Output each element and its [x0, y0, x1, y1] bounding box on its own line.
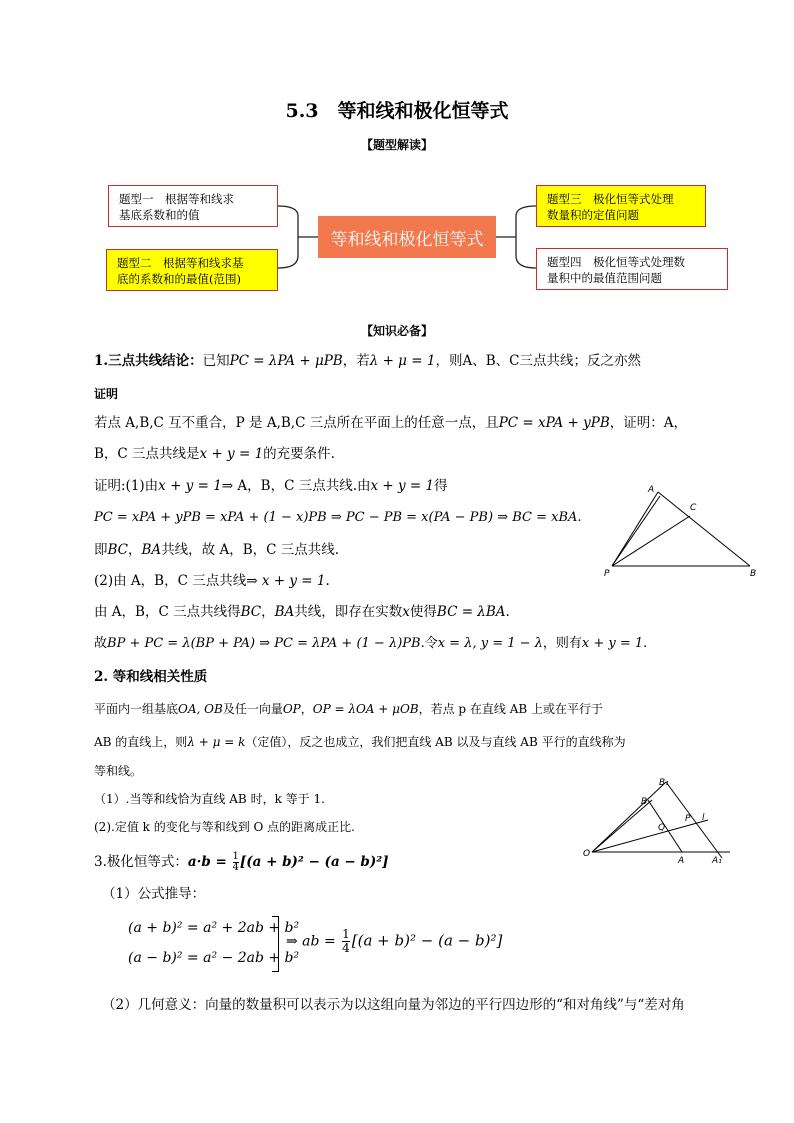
type-four-line2: 量积中的最值范围问题 [547, 271, 662, 285]
mindmap-center: 等和线和极化恒等式 [318, 216, 496, 258]
fig2-label-q: Q [658, 823, 666, 833]
s3-result-frac-den: 4 [342, 941, 350, 955]
s1-l1b: ，若 [342, 353, 370, 369]
s1-l8-eq4: BC = λBA [436, 604, 506, 620]
s1-l6a: 即 [94, 542, 108, 558]
type-two-line1: 题型二 根据等和线求基 [117, 256, 244, 270]
s3-head: 3.极化恒等式： [94, 854, 188, 870]
s1-l8-eq2: BA [274, 604, 295, 620]
s2-head: 2. 等和线相关性质 [94, 669, 208, 685]
s3-implies: ⇒ ab = [286, 933, 341, 950]
fig2-label-b1: B₁ [659, 778, 669, 788]
type-two-line2: 底的系数和的最值(范围) [117, 272, 241, 286]
s1-l6b: ， [128, 542, 142, 558]
s1-l6-eq1: BC [107, 542, 129, 558]
proof-label: 证明 [94, 387, 119, 401]
type-reading-header: 【题型解读】 [360, 138, 433, 152]
s1-l3-eq: x + y = 1 [199, 446, 264, 462]
s1-l9-eq3: x + y = 1 [581, 636, 644, 651]
s3-result-frac-num: 1 [342, 927, 350, 941]
s1-l2-eq: PC = xPA + yPB [498, 415, 610, 431]
s1-l1c: ，则A、B、C三点共线；反之亦然 [435, 353, 641, 369]
s1-l4a: 证明:(1)由 [94, 478, 159, 494]
s1-head: 1.三点共线结论： [94, 353, 203, 369]
s1-l9-eq: BP + PC = λ(BP + PA) ⇒ PC = λPA + (1 − λ)PB [107, 636, 421, 651]
s1-l9a: 故 [94, 636, 108, 651]
s1-line8 [94, 603, 734, 621]
s1-l9-eq2: x = λ, y = 1 − λ [437, 636, 543, 651]
s1-line7 [94, 572, 734, 590]
fig2-label-p: P [685, 814, 691, 824]
type-four-line1: 题型四 极化恒等式处理数 [547, 255, 685, 269]
s2-l2-eq: λ + μ = k [187, 735, 246, 749]
s1-l2b: ，证明：A， [609, 415, 687, 431]
s2-line2 [94, 733, 734, 751]
s1-l4b: ⇒ A，B，C 三点共线.由 [221, 478, 371, 494]
fig2-label-l: l [702, 813, 705, 823]
s2-line4: （1）.当等和线恰为直线 AB 时，k 等于 1. [94, 792, 325, 806]
type-one-line2: 基底系数和的值 [119, 208, 200, 222]
type-three-box [536, 185, 706, 227]
s1-l2a: 若点 A,B,C 互不重合，P 是 A,B,C 三点所在平面上的任意一点，且 [94, 415, 499, 431]
fig1-label-a: A [648, 485, 655, 495]
s1-l4-eq2: x + y = 1 [370, 478, 435, 494]
s1-l9b: .令 [420, 636, 438, 651]
s1-l8d: 使得 [409, 604, 437, 620]
s1-line6 [94, 541, 734, 559]
s2-l1-eq2: OP [282, 702, 301, 716]
s3-result: [(a + b)² − (a − b)²] [351, 931, 503, 950]
fig2-label-a1: A₁ [712, 856, 722, 866]
s2-l1a: 平面内一组基底 [94, 702, 179, 716]
s1-l8a: 由 A，B，C 三点共线得 [94, 604, 241, 620]
s1-line9 [94, 635, 734, 653]
s1-l1a: 已知 [202, 353, 230, 369]
type-four-box [536, 248, 728, 290]
s3-geometric-meaning: （2）几何意义：向量的数量积可以表示为以这组向量为邻边的平行四边形的“和对角线”与“差对角 [102, 997, 685, 1013]
s1-l4-eq1: x + y = 1 [158, 478, 222, 494]
s2-l1-eq1: OA, OB [178, 702, 223, 716]
s1-line1 [94, 352, 734, 370]
fig1-label-b: B [750, 569, 757, 579]
s3-derivation-label: （1）公式推导： [102, 886, 206, 902]
fig2-label-a: A [678, 856, 685, 866]
type-two-box [106, 249, 278, 291]
knowledge-header: 【知识必备】 [360, 324, 433, 338]
s1-l3b: 的充要条件. [263, 446, 335, 462]
type-one-line1: 题型一 根据等和线求 [119, 192, 234, 206]
s1-l6-eq2: BA [141, 542, 162, 558]
s1-l4c: 得 [434, 478, 448, 494]
type-one-box [108, 185, 278, 227]
s1-line3 [94, 445, 734, 463]
s1-l8-eq3: x [402, 604, 410, 620]
s1-l1-eq: PC = λPA + μPB [229, 353, 343, 369]
s2-line3: 等和线。 [94, 764, 143, 778]
s3-brace [272, 916, 279, 972]
s1-l8b: ， [261, 604, 275, 620]
s1-l7b: . [325, 573, 330, 589]
s1-line2 [94, 414, 734, 432]
s3-head-eq: a·b = [187, 854, 232, 870]
s3-result-line [286, 928, 502, 955]
type-three-line1: 题型三 极化恒等式处理 [547, 192, 674, 206]
s1-l7-eq: ⇒ x + y = 1 [246, 573, 326, 589]
s1-line4 [94, 477, 734, 495]
s2-l1c: ， [300, 702, 313, 716]
s2-l1d: ，若点 p 在直线 AB 上或在平行于 [418, 702, 604, 716]
s2-l1-eq3: OP = λOA + μOB [312, 702, 419, 716]
s1-l7a: (2)由 A，B，C 三点共线 [94, 573, 247, 589]
fig1-label-c: C [690, 503, 697, 513]
s2-l2b: （定值），反之也成立，我们把直线 AB 以及与直线 AB 平行的直线称为 [245, 735, 626, 749]
s3-head-eq2: [(a + b)² − (a − b)²] [239, 854, 389, 870]
s1-l1-cond: λ + μ = 1 [369, 353, 436, 369]
type-three-line2: 数量积的定值问题 [547, 208, 639, 222]
s2-l1b: 及任一向量 [222, 702, 283, 716]
fig2-label-b: B [641, 797, 648, 807]
s1-l6c: 共线，故 A，B，C 三点共线. [161, 542, 340, 558]
fig2-label-o: O [583, 849, 591, 859]
fig1-label-p: P [604, 569, 610, 579]
s3-row2: (a − b)² = a² − 2ab + b² [128, 950, 300, 966]
s1-l8e: . [505, 604, 510, 620]
s1-l8-eq1: BC [240, 604, 262, 620]
s1-l3a: B，C 三点共线是 [94, 446, 200, 462]
s2-line1 [94, 700, 734, 718]
s1-l9c: ，则有 [542, 636, 582, 651]
page-title: 5.3 等和线和极化恒等式 [285, 100, 509, 122]
s3-row1: (a + b)² = a² + 2ab + b² [128, 920, 300, 936]
s1-l8c: 共线，即存在实数 [294, 604, 403, 620]
s3-frac-num: 1 [232, 851, 239, 862]
s3-head-line [94, 852, 734, 873]
s2-l2a: AB 的直线上，则 [94, 735, 188, 749]
s1-l9d: . [643, 636, 648, 651]
s2-line5: (2).定值 k 的变化与等和线到 O 点的距离成正比. [94, 820, 355, 834]
s3-frac-den: 4 [232, 862, 239, 873]
s1-line5: PC = xPA + yPB = xPA + (1 − x)PB ⇒ PC − PB = x(PA − PB) ⇒ BC = xBA. [94, 510, 582, 525]
